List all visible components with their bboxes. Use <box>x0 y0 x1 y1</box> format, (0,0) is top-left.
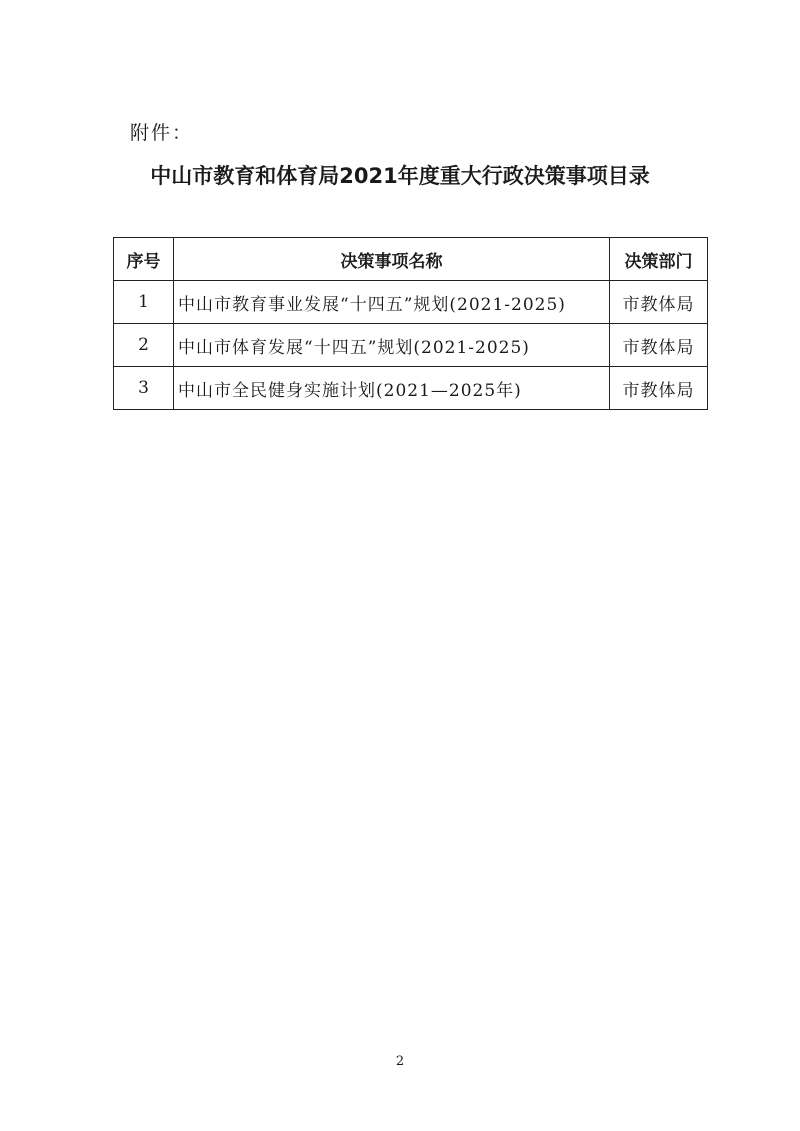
row-department: 市教体局 <box>610 324 708 367</box>
table-row <box>114 324 708 367</box>
row-item-name: 中山市体育发展“十四五”规划(2021-2025) <box>174 324 610 367</box>
row-seq: 2 <box>114 324 174 367</box>
document-title: 中山市教育和体育局2021年度重大行政决策事项目录 <box>150 164 650 188</box>
page-number: 2 <box>395 1054 405 1069</box>
table-header-row <box>114 238 708 281</box>
row-item-name: 中山市全民健身实施计划(2021—2025年) <box>174 367 610 410</box>
table-row <box>114 281 708 324</box>
header-department: 决策部门 <box>610 238 708 281</box>
row-item-name: 中山市教育事业发展“十四五”规划(2021-2025) <box>174 281 610 324</box>
row-seq: 1 <box>114 281 174 324</box>
attachment-label: 附件： <box>130 122 194 144</box>
row-seq: 3 <box>114 367 174 410</box>
row-department: 市教体局 <box>610 281 708 324</box>
header-item-name: 决策事项名称 <box>174 238 610 281</box>
decision-items-table <box>113 237 708 410</box>
table-row <box>114 367 708 410</box>
header-seq: 序号 <box>114 238 174 281</box>
row-department: 市教体局 <box>610 367 708 410</box>
